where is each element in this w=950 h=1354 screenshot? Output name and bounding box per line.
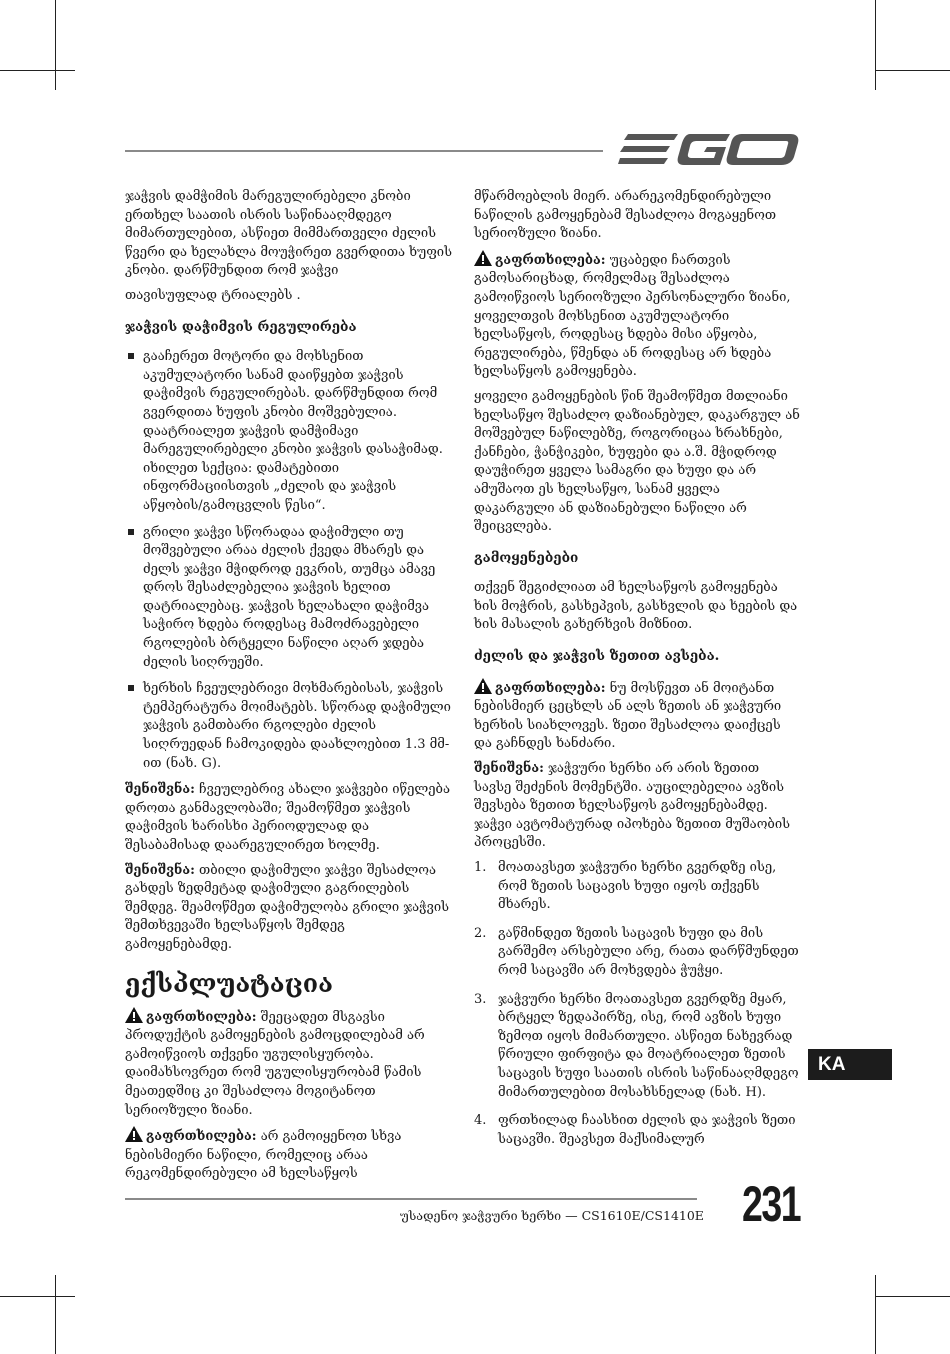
- list-item: ხერხის ჩვეულებრივი მოხმარებისას, ჯაჭვის ტემპერატურა მოიმატებს. სწორად დაჭიმული ჯაჭვის გამთბარი რგოლები ძელის სიღრუედან ჩამოკიდება დაახლოებით 1.3 მმ-ით (ნახ. G).: [125, 680, 453, 773]
- left-column: [125, 188, 453, 1190]
- intro-paragraph-end: თავისუფლად ტრიალებს .: [125, 287, 301, 303]
- warning-icon: [125, 1126, 143, 1142]
- crop-mark: [875, 70, 950, 71]
- warning-label: გაფრთხილება:: [495, 680, 606, 696]
- crop-mark: [55, 1275, 56, 1354]
- tension-bullet-list: [125, 348, 453, 773]
- footer-rule: [125, 1198, 697, 1200]
- language-tab: KA: [808, 1049, 892, 1080]
- warning-paragraph: გაფრთხილება: შეეცადეთ მსგავსი პროდუქტის გამოყენების გამოცდილებამ არ გამოიწვიოს თქვენი უგულისყურობა. დაიმახსოვრეთ რომ უგულისყურობამ წამის მეათედშიც კი შესაძლოა მოგიტანოთ სერიოზული ზიანი.: [125, 1007, 453, 1121]
- chain-tension-heading: ჯაჭვის დაჭიმვის რეგულირება: [125, 318, 357, 335]
- header-rule: [125, 150, 603, 152]
- right-column: [474, 188, 800, 1159]
- warning-label: გაფრთხილება:: [146, 1009, 257, 1025]
- note-paragraph: შენიშვნა: თბილი დაჭიმული ჯაჭვი შესაძლოა გახდეს ზედმეტად დაჭიმული გაგრილების შემდეგ. შეამოწმეთ დაჭიმულობა გრილი ჯაჭვის შემთხვევაში ხელსაწყოს შემდეგ გამოყენებამდე.: [125, 862, 450, 952]
- warning-icon: [125, 1007, 143, 1023]
- crop-mark: [875, 1275, 876, 1354]
- bullet-icon: [128, 685, 134, 691]
- list-item: 1. მოათავსეთ ჯაჭვური ხერხი გვერდზე ისე, რომ ზეთის საცავის ხუფი იყოს თქვენს მხარეს.: [474, 860, 777, 913]
- inspection-paragraph: ყოველი გამოყენების წინ შეამოწმეთ მთლიანი ხელსაწყო შესაძლო დაზიანებულ, დაკარგულ ან მოშვებულ ნაწილებზე, როგორიცაა ხრახნები, ქანჩები, ჭანჭიკები, ხუფები და ა.შ. მჭიდროდ დაუჭირეთ ყველა სამაგრი და ხუფი და არ ამუშაოთ ეს ხელსაწყო, სანამ ყველა დაკარგული ან დაზიანებული ნაწილი არ შეიცვლება.: [474, 388, 800, 535]
- footer-text: უსადენო ჯაჭვური ხერხი — CS1610E/CS1410E: [400, 1208, 704, 1223]
- list-item: 4. ფრთხილად ჩაასხით ძელის და ჯაჭვის ზეთი საცავში. შეავსეთ მაქსიმალურ: [474, 1113, 796, 1147]
- page-number: 231: [742, 1176, 801, 1232]
- uses-heading: გამოყენებები: [474, 549, 579, 566]
- note-paragraph: შენიშვნა: ჩვეულებრივ ახალი ჯაჭვები იწელება დროთა განმავლობაში; შეამოწმეთ ჯაჭვის დაჭიმვის ხარისხი პერიოდულად და შესაბამისად დაარეგულირეთ ხოლმე.: [125, 782, 450, 853]
- note-label: შენიშვნა:: [474, 761, 544, 777]
- note-label: შენიშვნა:: [125, 782, 195, 798]
- note-paragraph: შენიშვნა: ჯაჭვური ხერხი არ არის ზეთით სავსე შეძენის მომენტში. აუცილებელია ავზის შევსება ზეთით ხელსაწყოს გამოყენებამდე. ჯაჭვი ავტომატურად იპოხება ზეთით მუშაობის პროცესში.: [474, 761, 791, 851]
- crop-mark: [0, 70, 75, 71]
- list-item: 2. გაწმინდეთ ზეთის საცავის ხუფი და მის გარშემო არსებული არე, რათა დარწმუნდეთ რომ საცავში არ მოხვდება ჭუჭყი.: [474, 925, 799, 978]
- continued-paragraph: მწარმოებლის მიერ. არარეკომენდირებული ნაწილის გამოყენებამ შესაძლოა მოგაყენოთ სერიოზული ზიანი.: [474, 189, 777, 242]
- ego-logo: [618, 130, 800, 170]
- bullet-icon: [128, 353, 134, 359]
- uses-paragraph: თქვენ შეგიძლიათ ამ ხელსაწყოს გამოყენება ხის მოჭრის, გასხეპვის, გასხვლის და ხეების და ხის მასალის გახერხვის მიზნით.: [474, 580, 798, 633]
- intro-paragraph: ჯაჭვის დამჭიმის მარეგულირებელი კნობი ერთხელ საათის ისრის საწინააღმდეგო მიმართულებით, ასწიეთ მიმმართველი ძელის წვერი და ხელახლა მოუჭირეთ გვერდითა ხუფის კნობი. დარწმუნდით რომ ჯაჭვი: [125, 189, 452, 279]
- warning-icon: [474, 250, 492, 266]
- oil-steps-list: [474, 859, 800, 1149]
- warning-label: გაფრთხილება:: [146, 1129, 257, 1145]
- list-item: 3. ჯაჭვური ხერხი მოათავსეთ გვერდზე მყარ, ბრტყელ ზედაპირზე, ისე, რომ ავზის ხუფი ზემოთ იყოს მიმართული. ასწიეთ ნახევრად წრიული ფირფიტა და მოატრიალეთ ზეთის საცავის ხუფი საათის ისრის საწინააღმდეგო მიმართულებით მოსახსნელად (ნახ. H).: [474, 991, 799, 1100]
- crop-mark: [875, 1296, 950, 1297]
- warning-paragraph: გაფრთხილება: უცაბედი ჩართვის გამოსარიცხად, რომელმაც შესაძლოა გამოიწვიოს სერიოზული პერსონალური ზიანი, ყოველთვის მოხსენით აკუმულატორი ხელსაწყოს, როდესაც ხდება მისი აწყობა, რეგულირება, წმენდა ან როდესაც არ ხდება ხელსაწყოს გამოყენება.: [474, 250, 800, 382]
- note-label: შენიშვნა:: [125, 862, 195, 878]
- crop-mark: [55, 0, 56, 90]
- warning-paragraph: გაფრთხილება: არ გამოიყენოთ სხვა ნებისმიერი ნაწილი, რომელიც არაა რეკომენდირებული ამ ხელსაწყოს: [125, 1126, 453, 1184]
- bullet-icon: [128, 529, 134, 535]
- operation-heading: ექსპლუატაცია: [125, 968, 333, 998]
- crop-mark: [0, 1296, 75, 1297]
- warning-paragraph: გაფრთხილება: ნუ მოსწევთ ან მოიტანთ ნებისმიერ ცეცხლს ან ალს ზეთის ან ჯაჭვური ხერხის სიახლოვეს. ზეთი შესაძლოა დაიქცეს და გაჩნდეს ხანძარი.: [474, 678, 800, 754]
- list-item: გრილი ჯაჭვი სწორადაა დაჭიმული თუ მოშვებული არაა ძელის ქვედა მხარეს და ძელს ჯაჭვი მჭიდროდ ევკრის, თუმცა ამავე დროს შესაძლებელია ჯაჭვის ხელით დატრიალებაც. ჯაჭვის ხელახალი დაჭიმვა საჭირო ხდება როდესაც მამოძრავებელი რგოლების ბრტყელი ნაწილი აღარ ჯდება ძელის სიღრუეში.: [125, 524, 453, 673]
- warning-icon: [474, 678, 492, 694]
- warning-label: გაფრთხილება:: [495, 252, 606, 268]
- crop-mark: [875, 0, 876, 90]
- oil-filling-heading: ძელის და ჯაჭვის ზეთით ავსება.: [474, 648, 720, 665]
- list-item: გააჩერეთ მოტორი და მოხსენით აკუმულატორი სანამ დაიწყებთ ჯაჭვის დაჭიმვის რეგულირებას. დარწმუნდით რომ გვერდითა ხუფის კნობი მოშვებულია. დაატრიალეთ ჯაჭვის დამჭიმავი მარეგულირებელი კნობი ჯაჭვის დასაჭიმად. იხილეთ სექცია: დამატებითი ინფორმაციისთვის „ძელის და ჯაჭვის აწყობის/გამოცვლის წესი“.: [125, 348, 453, 515]
